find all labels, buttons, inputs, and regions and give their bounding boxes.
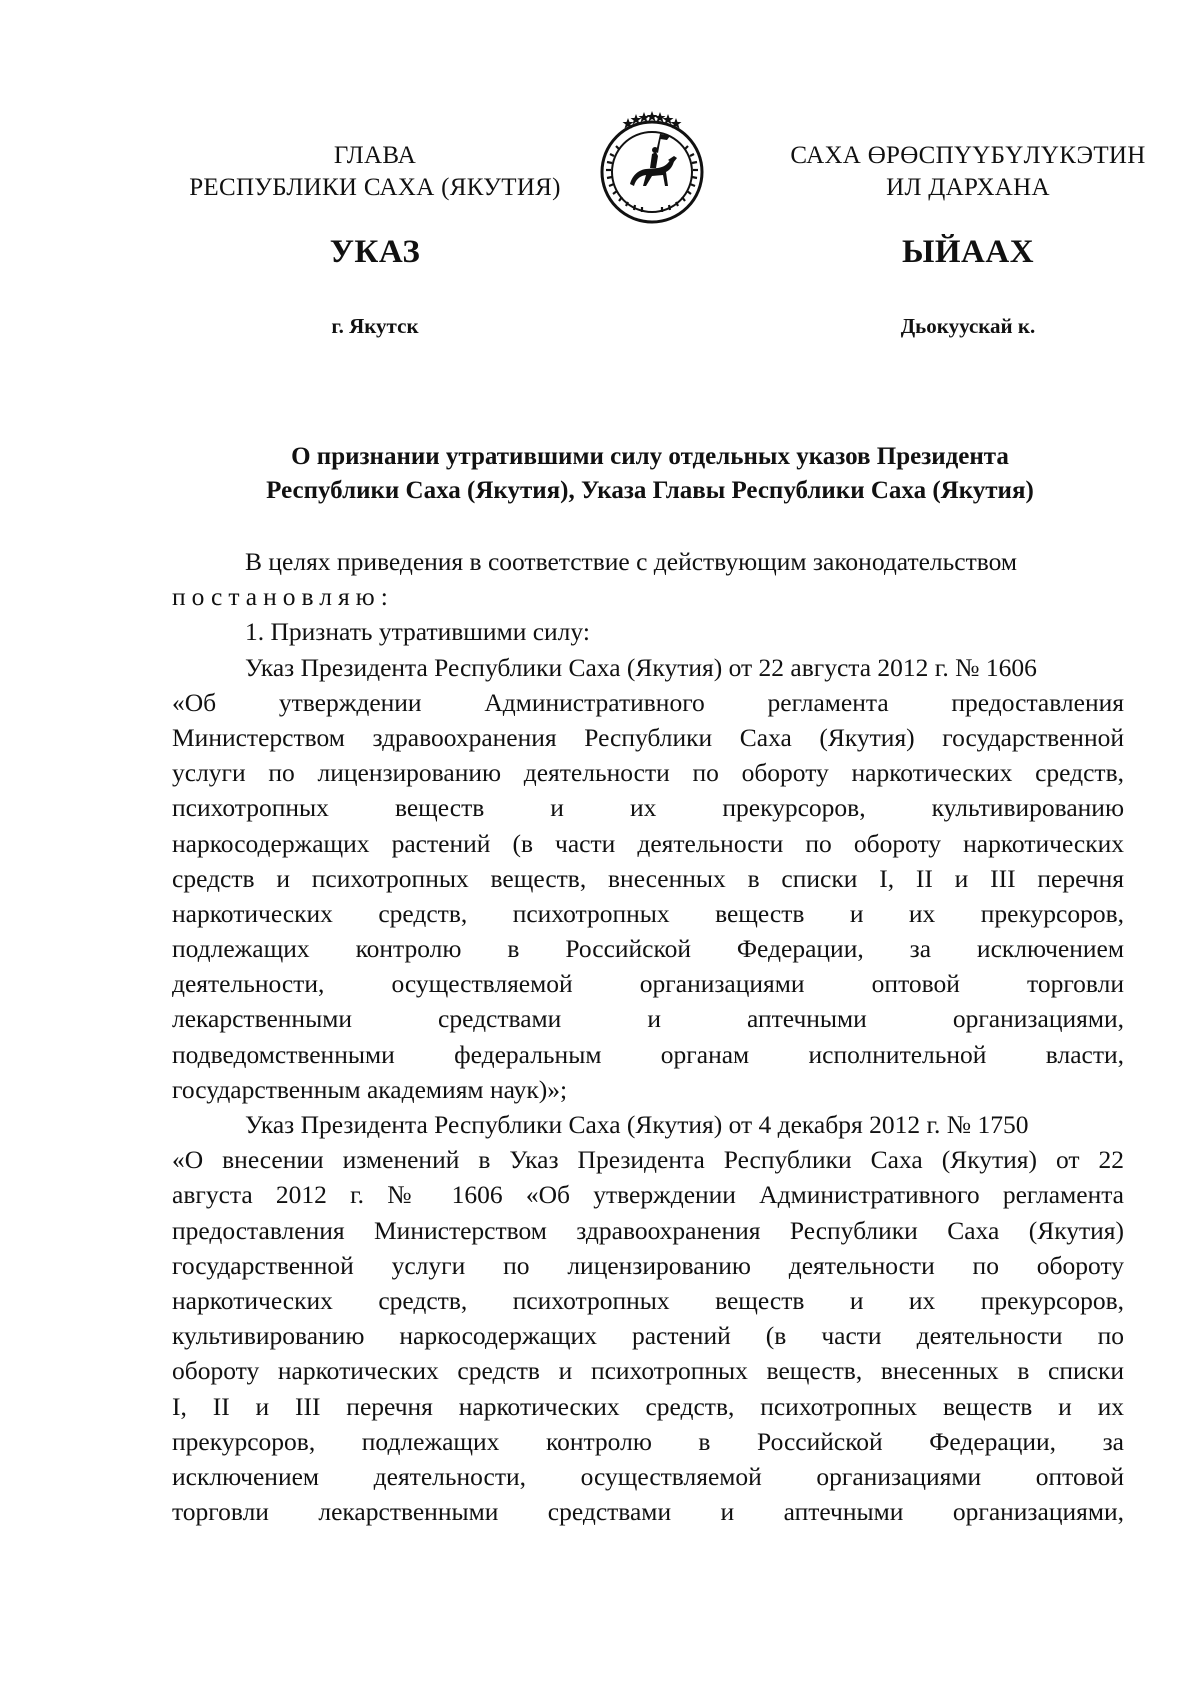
header-right-line-1: САХА ӨРӨСПҮҮБҮЛҮКЭТИН <box>790 142 1146 169</box>
body-line: постановляю: <box>172 582 394 612</box>
body-line: прекурсоров, подлежащих контролю в Российской Федерации, за <box>172 1426 1124 1456</box>
decree-title-ru: УКАЗ <box>329 234 421 270</box>
decree-body <box>172 544 1124 1529</box>
body-line: лекарственными средствами и аптечными организациями, <box>172 1004 1124 1034</box>
header-right <box>758 140 1178 204</box>
header-right-line-2: ИЛ ДАРХАНА <box>886 174 1050 201</box>
body-line: государственной услуги по лицензированию деятельности по обороту <box>172 1250 1124 1280</box>
body-line: наркотических средств, психотропных веществ и их прекурсоров, <box>172 898 1124 928</box>
body-line: средств и психотропных веществ, внесенных в списки I, II и III перечня <box>172 863 1124 893</box>
coat-of-arms-icon <box>580 106 724 226</box>
body-line: услуги по лицензированию деятельности по обороту наркотических средств, <box>172 758 1124 788</box>
body-line: Министерством здравоохранения Республики Саха (Якутия) государственной <box>172 722 1124 752</box>
body-line: августа 2012 г. № 1606 «Об утверждении Административного регламента <box>172 1180 1124 1210</box>
body-line: исключением деятельности, осуществляемой организациями оптовой <box>172 1461 1124 1491</box>
body-line: обороту наркотических средств и психотропных веществ, внесенных в списки <box>172 1356 1124 1386</box>
body-line: «О внесении изменений в Указ Президента Республики Саха (Якутия) от 22 <box>172 1145 1124 1175</box>
body-line: 1. Признать утратившими силу: <box>245 617 590 647</box>
header-left-line-2: РЕСПУБЛИКИ САХА (ЯКУТИЯ) <box>189 174 561 201</box>
body-line: государственным академиям наук)»; <box>172 1074 568 1104</box>
decree-subject <box>180 440 1120 508</box>
header-left-line-1: ГЛАВА <box>333 142 417 169</box>
body-line: культивированию наркосодержащих растений (в части деятельности по <box>172 1321 1124 1351</box>
subject-line-2: Республики Саха (Якутия), Указа Главы Республики Саха (Якутия) <box>266 477 1034 504</box>
body-line: наркотических средств, психотропных веществ и их прекурсоров, <box>172 1285 1124 1315</box>
city-ru: г. Якутск <box>331 314 419 338</box>
body-line: деятельности, осуществляемой организациями оптовой торговли <box>172 969 1124 999</box>
body-line: подведомственными федеральным органам исполнительной власти, <box>172 1039 1124 1069</box>
decree-title-sah: ЫЙААХ <box>901 234 1035 270</box>
horseman-icon <box>630 134 677 186</box>
body-line: Указ Президента Республики Саха (Якутия) от 4 декабря 2012 г. № 1750 <box>245 1110 1029 1139</box>
header-left <box>165 140 585 204</box>
body-line: В целях приведения в соответствие с действующим законодательством <box>245 547 1018 576</box>
city-sah: Дьокуускай к. <box>900 314 1036 338</box>
body-line: I, II и III перечня наркотических средств, психотропных веществ и их <box>172 1391 1124 1421</box>
body-line: Указ Президента Республики Саха (Якутия) от 22 августа 2012 г. № 1606 <box>245 652 1037 682</box>
subject-line-1: О признании утратившими силу отдельных указов Президента <box>291 443 1009 470</box>
body-line: торговли лекарственными средствами и аптечными организациями, <box>172 1497 1124 1527</box>
body-line: психотропных веществ и их прекурсоров, культивированию <box>172 793 1124 823</box>
body-line: предоставления Министерством здравоохранения Республики Саха (Якутия) <box>172 1215 1124 1245</box>
body-line: подлежащих контролю в Российской Федерации, за исключением <box>172 934 1124 964</box>
body-line: наркосодержащих растений (в части деятельности по обороту наркотических <box>172 828 1124 858</box>
body-line: «Об утверждении Административного регламента предоставления <box>172 687 1124 717</box>
